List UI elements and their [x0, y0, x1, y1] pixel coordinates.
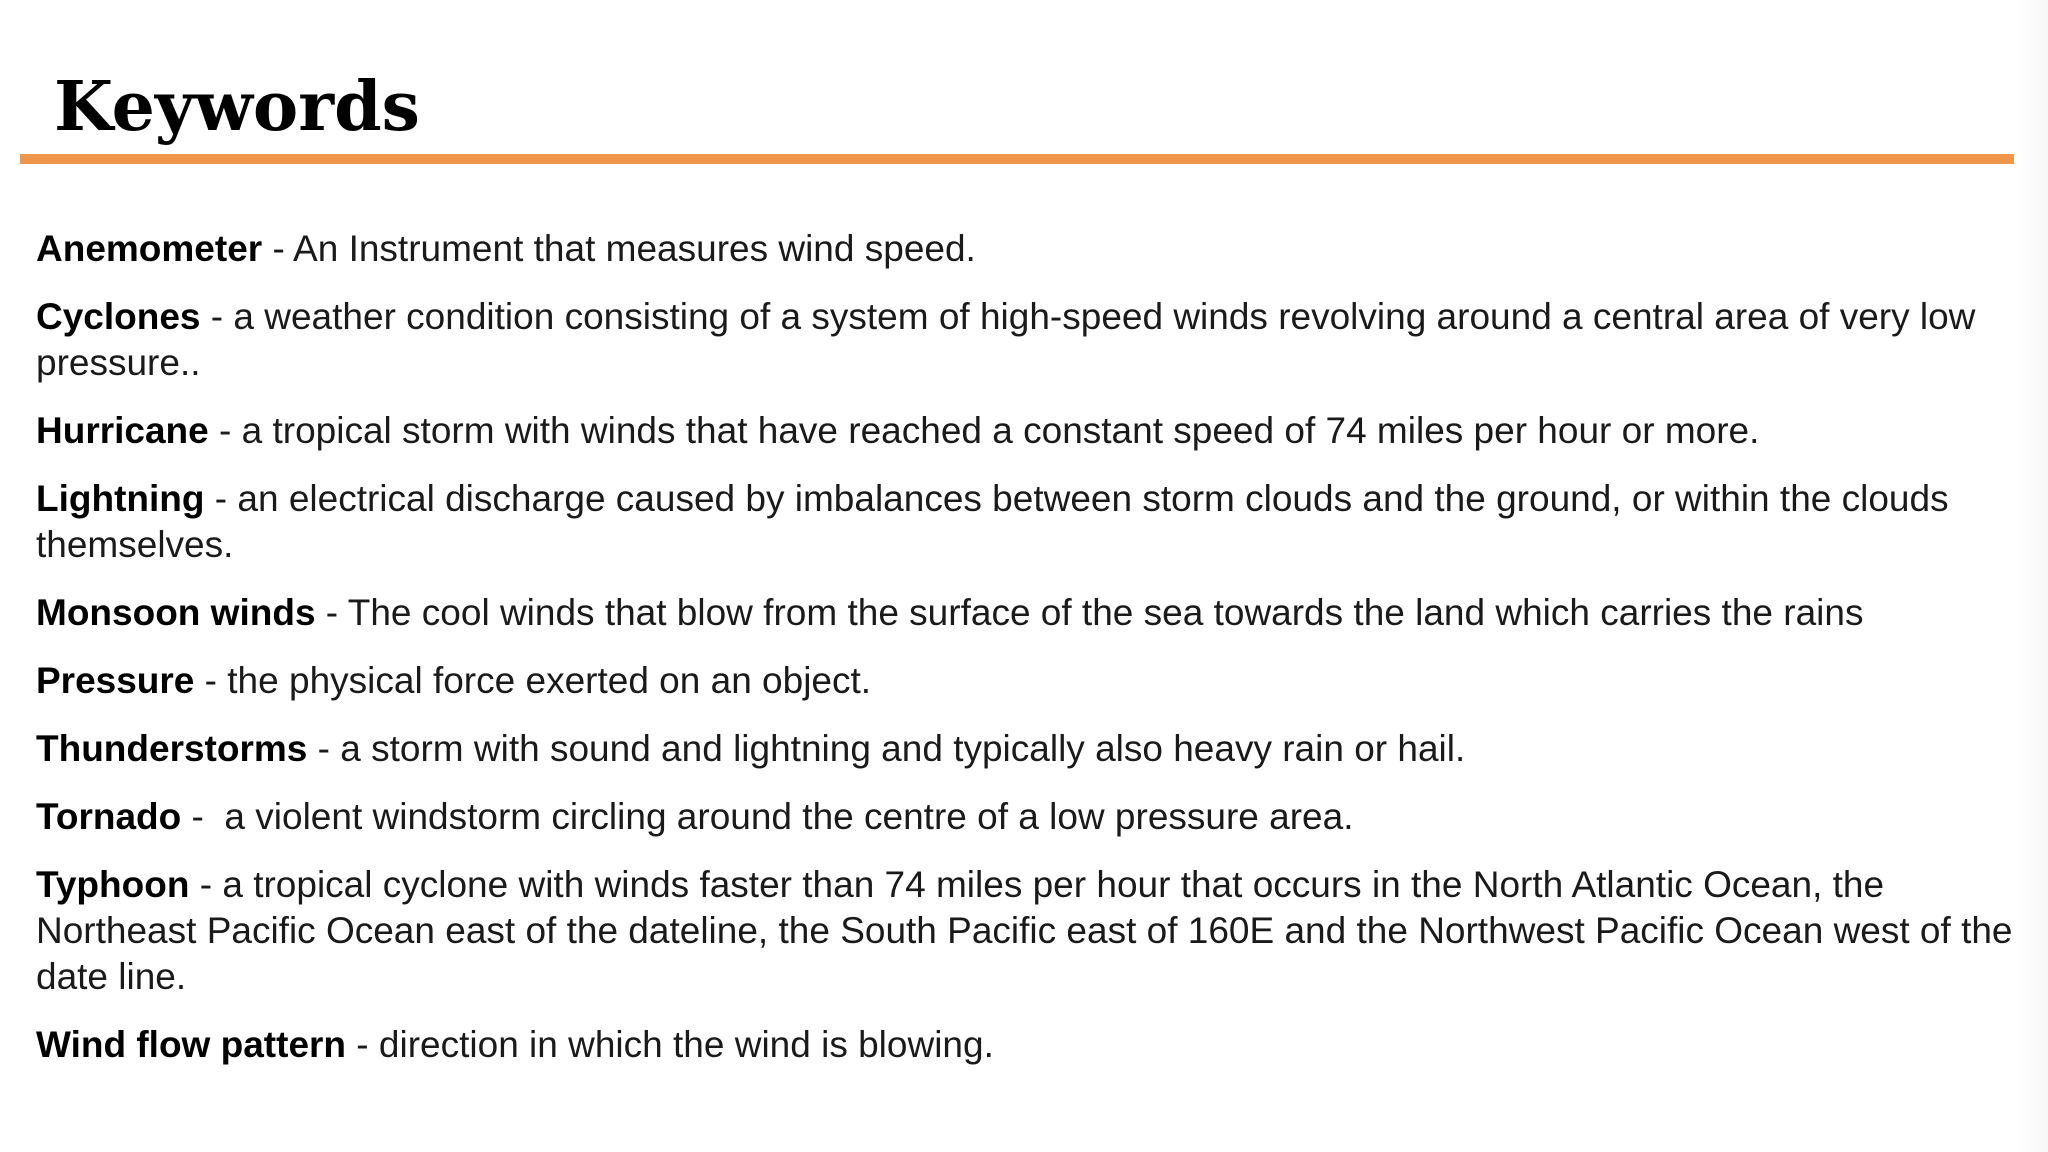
- keyword-description: a tropical storm with winds that have reached a constant speed of 74 miles per hour or more.: [241, 410, 1760, 451]
- keyword-separator: -: [315, 592, 348, 633]
- keyword-description: The cool winds that blow from the surface of the sea towards the land which carries the rains: [347, 592, 1864, 633]
- keyword-list: [36, 226, 2014, 1090]
- keyword-term: Tornado: [36, 796, 182, 837]
- keyword-term: Typhoon: [36, 864, 190, 905]
- keyword-separator: -: [181, 796, 225, 837]
- slide-title: Keywords: [54, 67, 420, 147]
- keyword-separator: -: [194, 660, 228, 701]
- keyword-definition: [36, 726, 2014, 772]
- keyword-description: a storm with sound and lightning and typically also heavy rain or hail.: [340, 728, 1466, 769]
- keyword-definition: [36, 862, 2014, 1000]
- keyword-definition: [36, 1022, 2014, 1068]
- keyword-separator: -: [262, 228, 294, 269]
- keyword-separator: -: [346, 1024, 379, 1065]
- keyword-term: Anemometer: [36, 228, 263, 269]
- keyword-definition: [36, 590, 2014, 636]
- keyword-separator: -: [208, 410, 242, 451]
- keyword-description: a tropical cyclone with winds faster than 74 miles per hour that occurs in the North Atlantic Ocean, the Northeast Pacific Ocean east of the dateline, the South Pacific east of 160E and the Northwest Pacific Ocean west of the date line.: [36, 864, 2013, 997]
- keyword-term: Thunderstorms: [36, 728, 308, 769]
- keyword-term: Cyclones: [36, 296, 201, 337]
- keyword-term: Pressure: [36, 660, 195, 701]
- keyword-term: Hurricane: [36, 410, 209, 451]
- keyword-description: the physical force exerted on an object.: [227, 660, 872, 701]
- keyword-description: An Instrument that measures wind speed.: [293, 228, 976, 269]
- title-underline: [20, 154, 2014, 164]
- keyword-description: direction in which the wind is blowing.: [378, 1024, 994, 1065]
- keyword-definition: [36, 794, 2014, 840]
- keyword-description: a weather condition consisting of a system of high-speed winds revolving around a central area of very low pressure..: [36, 296, 1976, 383]
- keyword-separator: -: [189, 864, 223, 905]
- keyword-definition: [36, 476, 2014, 568]
- keyword-term: Wind flow pattern: [36, 1024, 347, 1065]
- keyword-definition: [36, 658, 2014, 704]
- keyword-term: Monsoon winds: [36, 592, 316, 633]
- keyword-separator: -: [307, 728, 341, 769]
- keyword-description: a violent windstorm circling around the centre of a low pressure area.: [224, 796, 1354, 837]
- keyword-description: an electrical discharge caused by imbalances between storm clouds and the ground, or within the clouds themselves.: [36, 478, 1949, 565]
- keyword-separator: -: [204, 478, 238, 519]
- keyword-definition: [36, 226, 2014, 272]
- keyword-separator: -: [200, 296, 234, 337]
- slide-edge-shade: [2014, 0, 2048, 1152]
- keyword-term: Lightning: [36, 478, 205, 519]
- keyword-definition: [36, 294, 2014, 386]
- keyword-definition: [36, 408, 2014, 454]
